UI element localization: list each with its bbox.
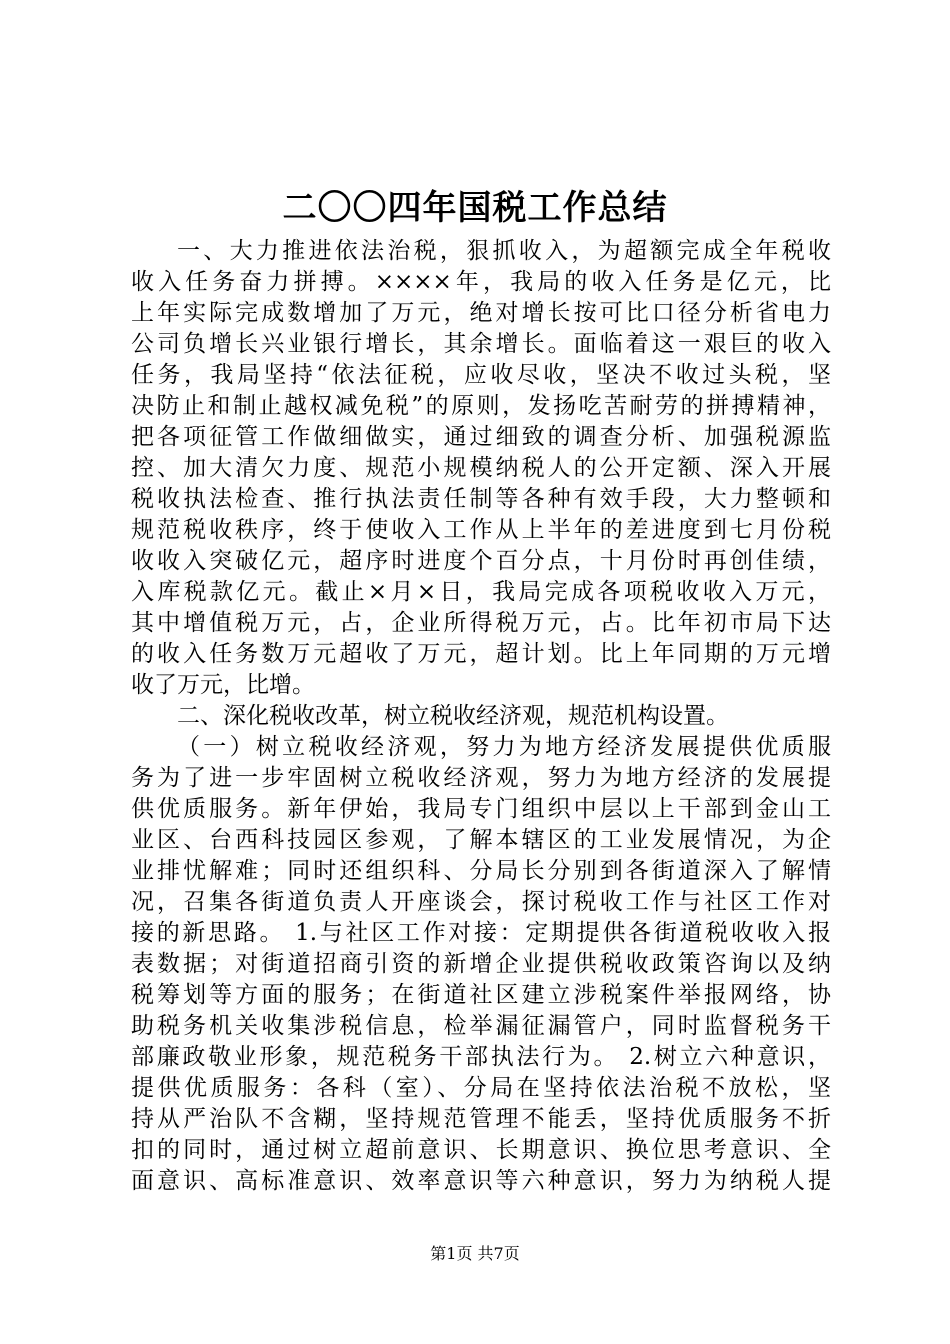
body-line: 扣的同时，通过树立超前意识、长期意识、换位思考意识、全: [131, 1137, 831, 1163]
body-line: 上年实际完成数增加了万元，绝对增长按可比口径分析省电力: [131, 300, 831, 326]
body-line: 其中增值税万元，占，企业所得税万元，占。比年初市局下达: [131, 610, 831, 636]
body-line: 收了万元，比增。: [131, 672, 315, 698]
body-line: 务为了进一步牢固树立税收经济观，努力为地方经济的发展提: [131, 765, 831, 791]
body-line: 税筹划等方面的服务；在街道社区建立涉税案件举报网络，协: [131, 982, 831, 1008]
body-line: 二、深化税收改革，树立税收经济观，规范机构设置。: [177, 703, 729, 729]
body-line: 提供优质服务：各科（室）、分局在坚持依法治税不放松，坚: [131, 1075, 831, 1101]
body-line: 况，召集各街道负责人开座谈会，探讨税收工作与社区工作对: [131, 889, 831, 915]
body-line: 的收入任务数万元超收了万元，超计划。比上年同期的万元增: [131, 641, 831, 667]
body-line: 控、加大清欠力度、规范小规模纳税人的公开定额、深入开展: [131, 455, 831, 481]
body-line: 入库税款亿元。截止×月×日，我局完成各项税收收入万元，: [131, 579, 831, 605]
document-body: [131, 236, 831, 1197]
body-line: 业区、台西科技园区参观，了解本辖区的工业发展情况，为企: [131, 827, 831, 853]
body-line: 业排忧解难；同时还组织科、分局长分别到各街道深入了解情: [131, 858, 831, 884]
body-line: 收入任务奋力拼搏。××××年，我局的收入任务是亿元，比: [131, 269, 831, 295]
body-line: 决防止和制止越权减免税”的原则，发扬吃苦耐劳的拼搏精神，: [131, 393, 831, 419]
body-line: 把各项征管工作做细做实，通过细致的调查分析、加强税源监: [131, 424, 831, 450]
page-number-footer: 第1页 共7页: [430, 1244, 520, 1263]
body-line: 税收执法检查、推行执法责任制等各种有效手段，大力整顿和: [131, 486, 831, 512]
body-line: 助税务机关收集涉税信息，检举漏征漏管户，同时监督税务干: [131, 1013, 831, 1039]
body-line: 部廉政敬业形象，规范税务干部执法行为。 2.树立六种意识，: [131, 1044, 831, 1070]
document-title: 二〇〇四年国税工作总结: [282, 188, 668, 228]
body-line: 表数据；对街道招商引资的新增企业提供税收政策咨询以及纳: [131, 951, 831, 977]
body-line: 收收入突破亿元，超序时进度个百分点，十月份时再创佳绩，: [131, 548, 831, 574]
body-line: 持从严治队不含糊，坚持规范管理不能丢，坚持优质服务不折: [131, 1106, 831, 1132]
body-line: 一、大力推进依法治税，狠抓收入，为超额完成全年税收: [177, 238, 831, 264]
body-line: （一）树立税收经济观，努力为地方经济发展提供优质服: [177, 734, 831, 760]
body-line: 面意识、高标准意识、效率意识等六种意识，努力为纳税人提: [131, 1168, 831, 1194]
body-line: 接的新思路。 1.与社区工作对接：定期提供各街道税收收入报: [131, 920, 831, 946]
body-line: 公司负增长兴业银行增长，其余增长。面临着这一艰巨的收入: [131, 331, 831, 357]
body-line: 规范税收秩序，终于使收入工作从上半年的差进度到七月份税: [131, 517, 831, 543]
body-line: 供优质服务。新年伊始，我局专门组织中层以上干部到金山工: [131, 796, 831, 822]
body-line: 任务，我局坚持“依法征税，应收尽收，坚决不收过头税，坚: [131, 362, 831, 388]
